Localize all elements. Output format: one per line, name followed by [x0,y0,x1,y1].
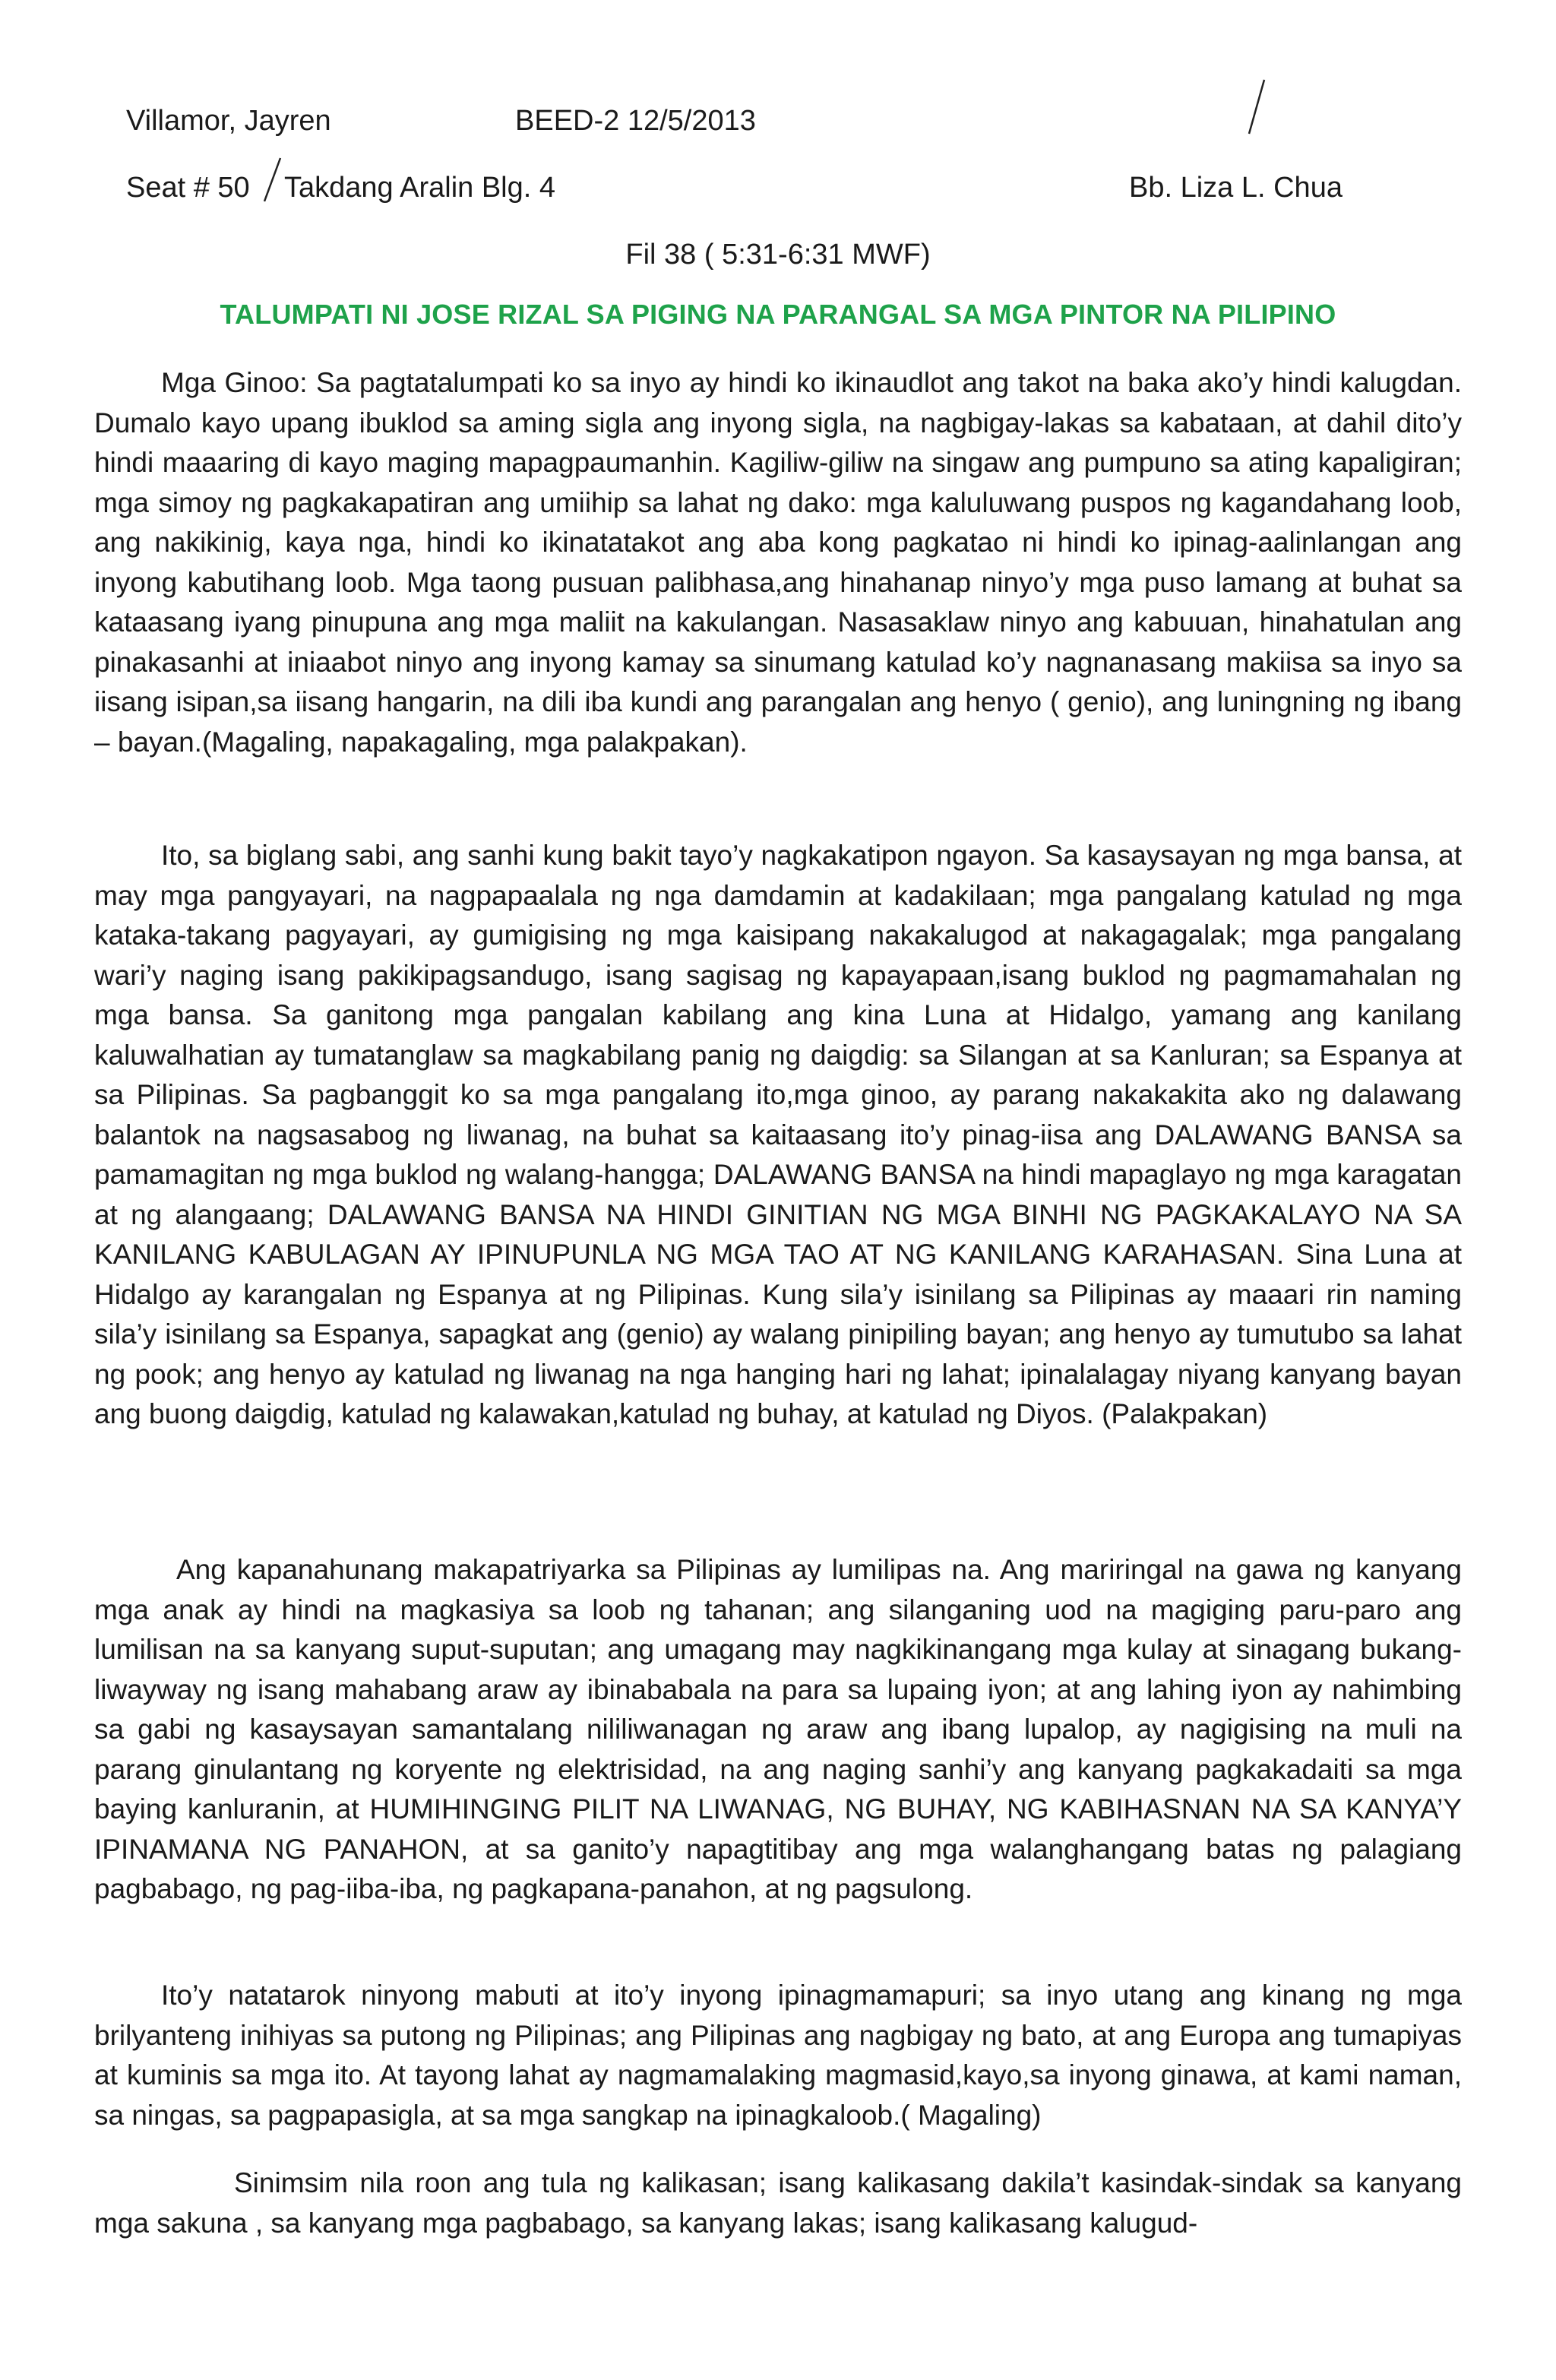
check-mark-slash [1244,78,1267,137]
paragraph-1: Mga Ginoo: Sa pagtatalumpati ko sa inyo ay hindi ko ikinaudlot ang takot na baka ako’y hindi kalugdan. Dumalo kayo upang ibuklod sa aming sigla ang inyong sigla, na nagbigay-lakas sa kabataan, at dahil dito’y hindi maaaring di kayo maging mapagpaumanhin. Kagiliw-giliw na singaw ang pumpuno sa ating kapaligiran; mga simoy ng pagkakapatiran ang umiihip sa lahat ng dako: mga kaluluwang puspos ng kagandahang loob, ang nakikinig, kaya nga, hindi ko ikinatatakot ang aba kong pagkatao ni hindi ko ipinag-aalinlangan ang inyong kabutihang loob. Mga taong pusuan palibhasa,ang hinahanap ninyo’y mga puso lamang at buhat sa kataasang iyang pinupuna ang mga maliit na kakulangan. Nasasaklaw ninyo ang kabuuan, hinahatulan ang pinakasanhi at iniaabot ninyo ang inyong kamay sa sinumang katulad ko’y nagnanasang makiisa sa inyo sa iisang isipan,sa iisang hangarin, na dili iba kundi ang parangalan ang henyo ( genio), ang luningning ng ibang – bayan.(Magaling, napakagaling, mga palakpakan). [94,367,1462,758]
assignment-number: Takdang Aralin Blg. 4 [284,172,556,204]
paragraph-4: Ito’y natatarok ninyong mabuti at ito’y inyong ipinagmamapuri; sa inyo utang ang kinang ng mga brilyanteng inihiyas sa putong ng Pilipinas; ang Pilipinas ang nagbigay ng bato, at ang Europa ang tumapiyas at kuminis sa mga ito. At tayong lahat ay nagmamalaking magmasid,kayo,sa inyong ginawa, at kami naman, sa ningas, sa pagpapasigla, at sa mga sangkap na ipinagkaloob.( Magaling) [94,1980,1462,2131]
subject-schedule: Fil 38 ( 5:31-6:31 MWF) [625,239,931,271]
student-name: Villamor, Jayren [126,105,331,137]
teacher-name: Bb. Liza L. Chua [1129,172,1343,204]
paragraph-2: Ito, sa biglang sabi, ang sanhi kung bakit tayo’y nagkakatipon ngayon. Sa kasaysayan ng mga bansa, at may mga pangyayari, na nagpapaalala ng nga damdamin at kadakilaan; mga pangalang katulad ng mga kataka-takang pagyayari, ay gumigising ng mga kaisipang nakakalugod at nakagagalak; mga pangalang wari’y naging isang pakikipagsandugo, isang sagisag ng kapayapaan,isang buklod ng pagmamahalan ng mga bansa. Sa ganitong mga pangalan kabilang ang kina Luna at Hidalgo, yamang ang kanilang kaluwalhatian ay tumatanglaw sa magkabilang panig ng daigdig: sa Silangan at sa Kanluran; sa Espanya at sa Pilipinas. Sa pagbanggit ko sa mga pangalang ito,mga ginoo, ay parang nakakakita ako ng dalawang balantok na nagsasabog ng liwanag, na buhat sa kaitaasang ito’y pinag-iisa ang DALAWANG BANSA sa pamamagitan ng mga buklod ng walang-hangga; DALAWANG BANSA na hindi mapaglayo ng mga karagatan at ng alangaang; DALAWANG BANSA NA HINDI GINITIAN NG MGA BINHI NG PAGKAKALAYO NA SA KANILANG KABULAGAN AY IPINUPUNLA NG MGA TAO AT NG KANILANG KARAHASAN. Sina Luna at Hidalgo ay karangalan ng Espanya at ng Pilipinas. Kung sila’y isinilang sa Pilipinas ay maaari rin naming sila’y isinilang sa Espanya, sapagkat ang (genio) ay walang pinipiling bayan; ang henyo ay tumutubo sa lahat ng pook; ang henyo ay katulad ng liwanag na nga hanging hari ng lahat; ipinalalagay niyang kanyang bayan ang buong daigdig, katulad ng kalawakan,katulad ng buhay, at katulad ng Diyos. (Palakpakan) [94,840,1462,1429]
course-and-date: BEED-2 12/5/2013 [515,105,756,137]
paragraph-3: Ang kapanahunang makapatriyarka sa Pilipinas ay lumilipas na. Ang mariringal na gawa ng kanyang mga anak ay hindi na magkasiya sa loob ng tahanan; ang silanganing uod na magiging paru-paro ang lumilisan na sa kanyang suput-suputan; ang umagang may nagkikinangang mga kulay at sinagang bukang-liwayway ng isang mahabang araw ay ibinababala na para sa lupaing iyon; at ang lahing iyon ay nahimbing sa gabi ng kasaysayan samantalang nililiwanagan ng araw ang ibang lupalop, ay nagigising na muli na parang ginulantang ng koryente ng elektrisidad, na ang naging sanhi’y ang kanyang pagkakadaiti sa mga baying kanluranin, at HUMIHINGING PILIT NA LIWANAG, NG BUHAY, NG KABIHASNAN NA SA KANYA’Y IPINAMANA NG PANAHON, at sa ganito’y napagtitibay ang mga walanghangang batas ng palagiang pagbabago, ng pag-iiba-iba, ng pagkapana-panahon, at ng pagsulong. [94,1554,1462,1904]
separator-slash [261,156,283,204]
paragraph-5: Sinimsim nila roon ang tula ng kalikasan; isang kalikasang dakila’t kasindak-sindak sa kanyang mga sakuna , sa kanyang mga pagbabago, sa kanyang lakas; isang kalikasang kalugud- [94,2167,1462,2239]
seat-number: Seat # 50 [126,172,250,204]
speech-title: TALUMPATI NI JOSE RIZAL SA PIGING NA PARANGAL SA MGA PINTOR NA PILIPINO [220,299,1336,330]
